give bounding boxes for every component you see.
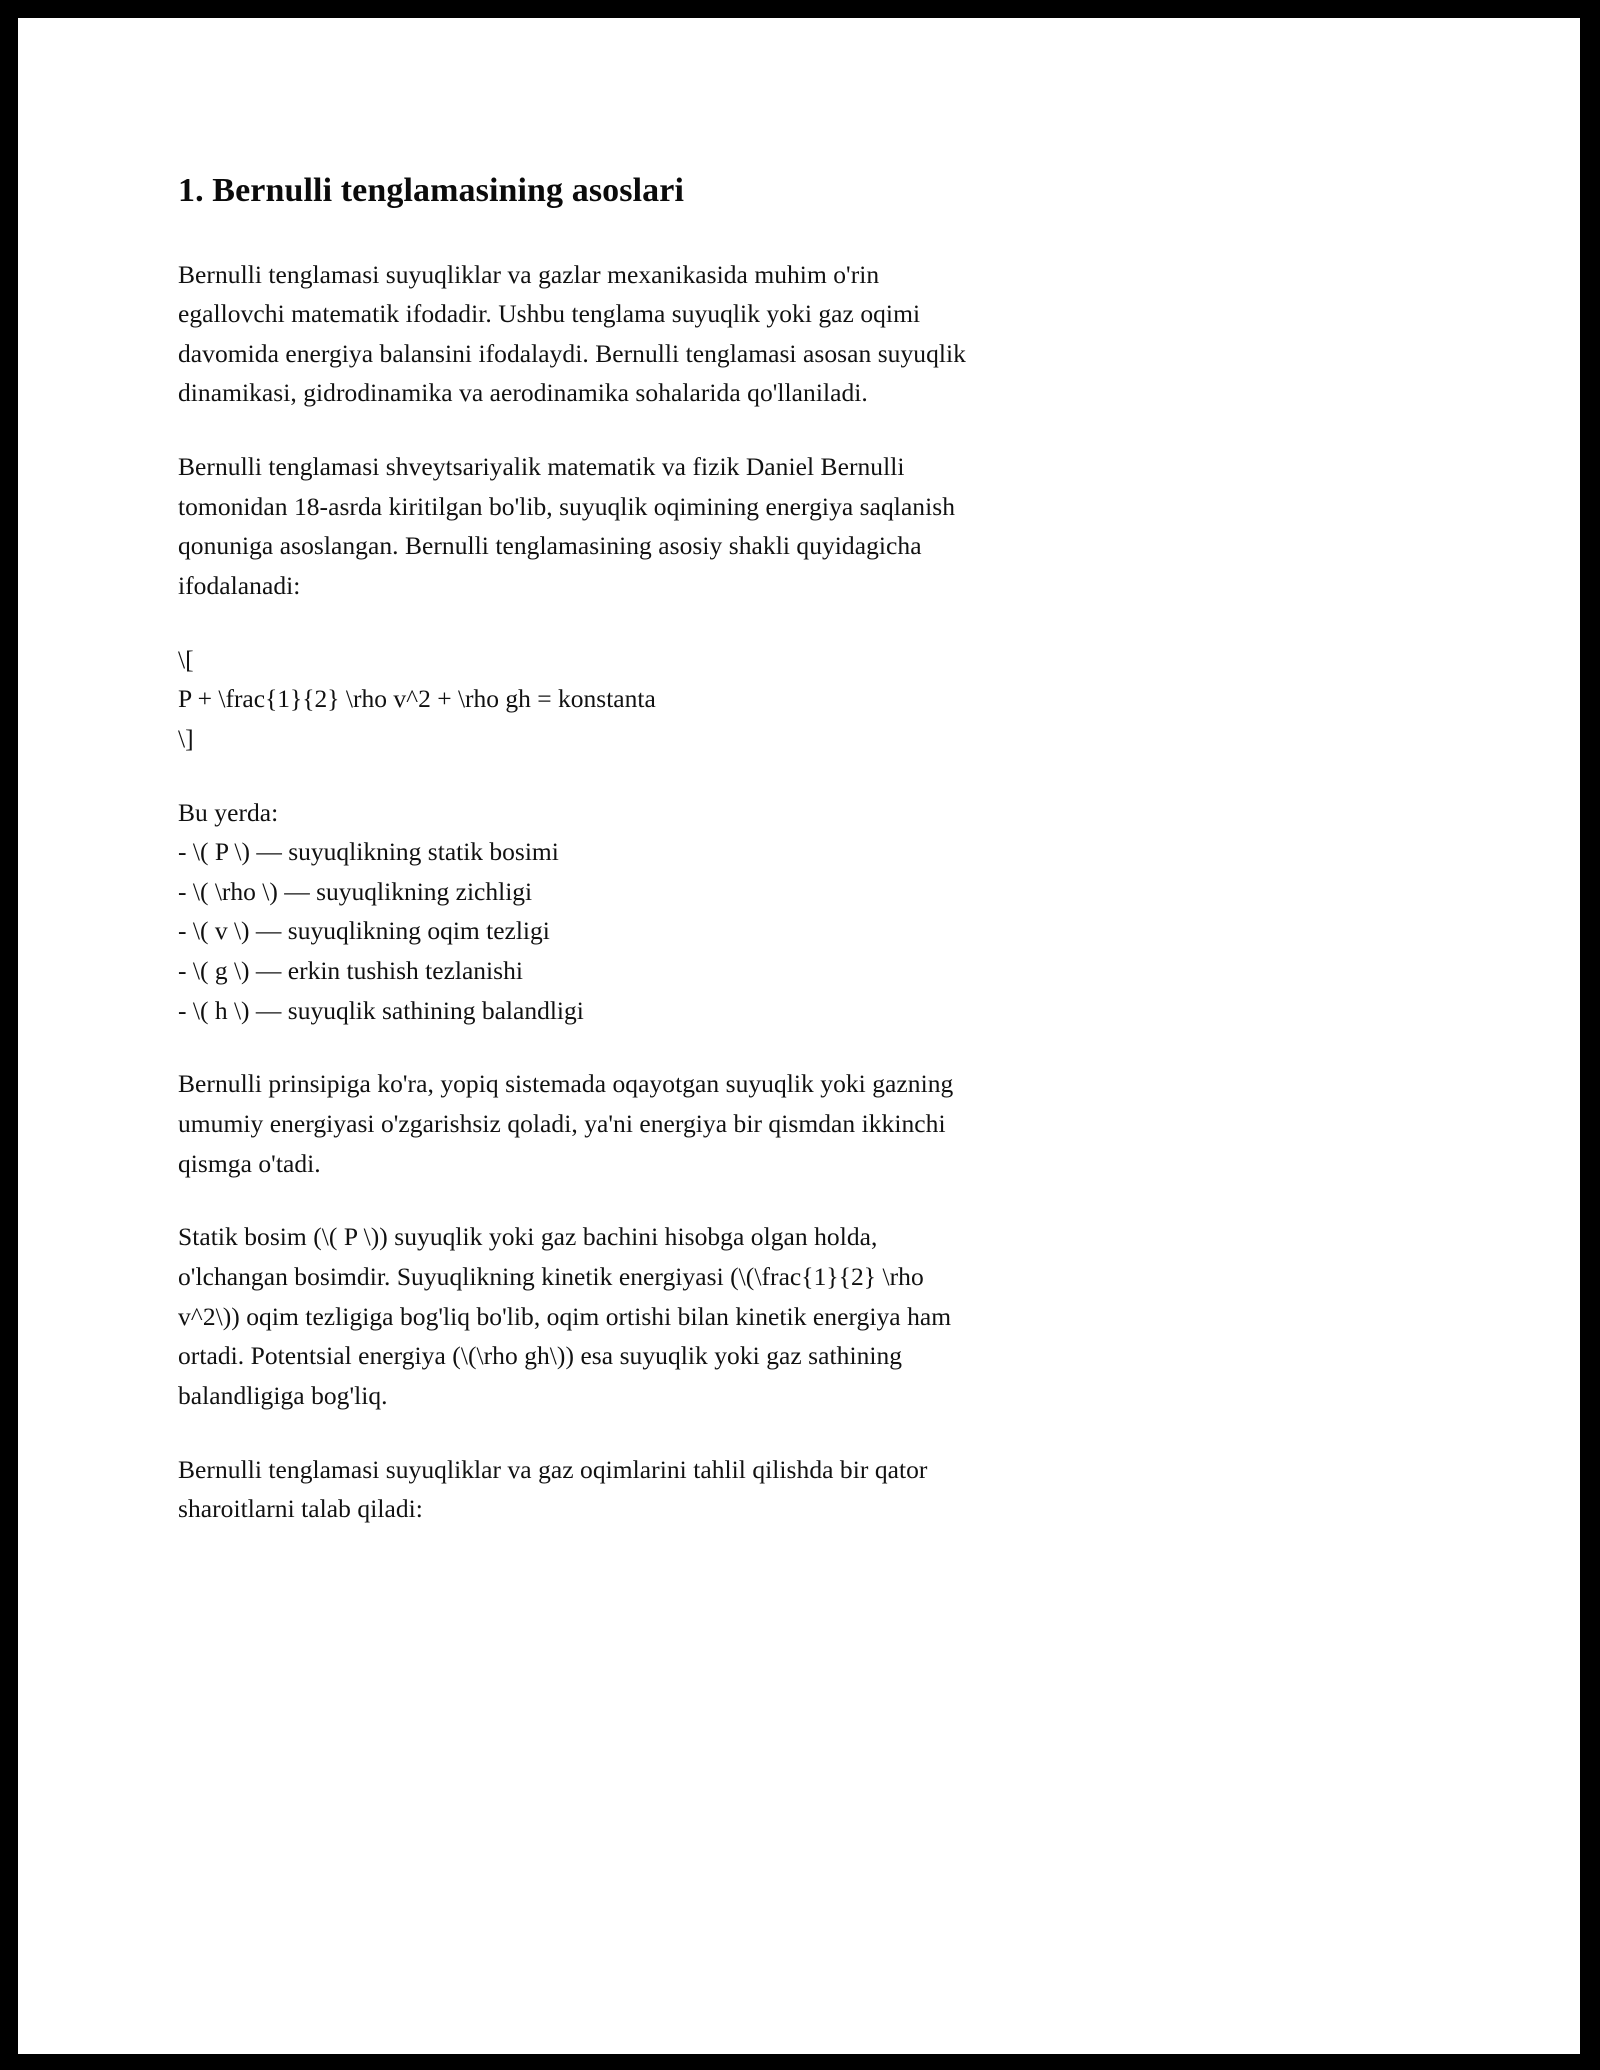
list-item: - \( P \) — suyuqlikning statik bosimi	[178, 837, 559, 867]
paragraph-energy-terms: Statik bosim (\( P \)) suyuqlik yoki gaz bachini hisobga olgan holda, o'lchangan bosimdir. Suyuqlikning kinetik energiyasi (\(\frac{1}{2} \rho v^2\)) oqim tezligiga bog'liq bo'lib, oqim ortishi bilan kinetik energiya ham ortadi. Potentsial energiya (\(\rho gh\)) esa suyuqlik yoki gaz sathining balandligiga bog'liq.	[178, 1222, 952, 1410]
list-item: - \( g \) — erkin tushish tezlanishi	[178, 956, 523, 986]
list-item: - \( h \) — suyuqlik sathining balandligi	[178, 995, 584, 1025]
list-item: - \( v \) — suyuqlikning oqim tezligi	[178, 916, 550, 946]
paragraph-intro: Bernulli tenglamasi suyuqliklar va gazlar mexanikasida muhim o'rin egallovchi matematik ifodadir. Ushbu tenglama suyuqlik yoki gaz oqimi davomida energiya balansini ifodalaydi. Bernulli tenglamasi asosan suyuqlik dinamikasi, gidrodinamika va aerodinamika sohalarida qo'llaniladi.	[178, 259, 966, 408]
paragraph-spacer	[178, 606, 1430, 640]
variable-definitions-list	[178, 832, 1430, 1030]
paragraph-spacer	[178, 759, 1430, 793]
definitions-intro-label: Bu yerda:	[178, 797, 279, 827]
paragraph-spacer	[178, 1416, 1430, 1450]
paragraph-spacer	[178, 1183, 1430, 1217]
paragraph-principle: Bernulli prinsipiga ko'ra, yopiq sistemada oqayotgan suyuqlik yoki gazning umumiy energiyasi o'zgarishsiz qoladi, ya'ni energiya bir qismdan ikkinchi qismga o'tadi.	[178, 1069, 954, 1178]
formula-bernoulli-equation: P + \frac{1}{2} \rho v^2 + \rho gh = konstanta	[178, 684, 656, 714]
formula-open-delimiter: \[	[178, 644, 194, 674]
paragraph-spacer	[178, 413, 1430, 447]
paragraph-history: Bernulli tenglamasi shveytsariyalik matematik va fizik Daniel Bernulli tomonidan 18-asrda kiritilgan bo'lib, suyuqlik oqimining energiya saqlanish qonuniga asoslangan. Bernulli tenglamasining asosiy shakli quyidagicha ifodalanadi:	[178, 452, 956, 600]
paragraph-spacer	[178, 1030, 1430, 1064]
document-content	[18, 18, 1580, 2054]
paragraph-conditions-intro: Bernulli tenglamasi suyuqliklar va gaz oqimlarini tahlil qilishda bir qator sharoitlarni talab qiladi:	[178, 1454, 928, 1524]
page-title: 1. Bernulli tenglamasining asoslari	[178, 172, 684, 209]
list-item: - \( \rho \) — suyuqlikning zichligi	[178, 876, 533, 906]
document-page	[18, 18, 1580, 2054]
formula-close-delimiter: \]	[178, 723, 194, 753]
